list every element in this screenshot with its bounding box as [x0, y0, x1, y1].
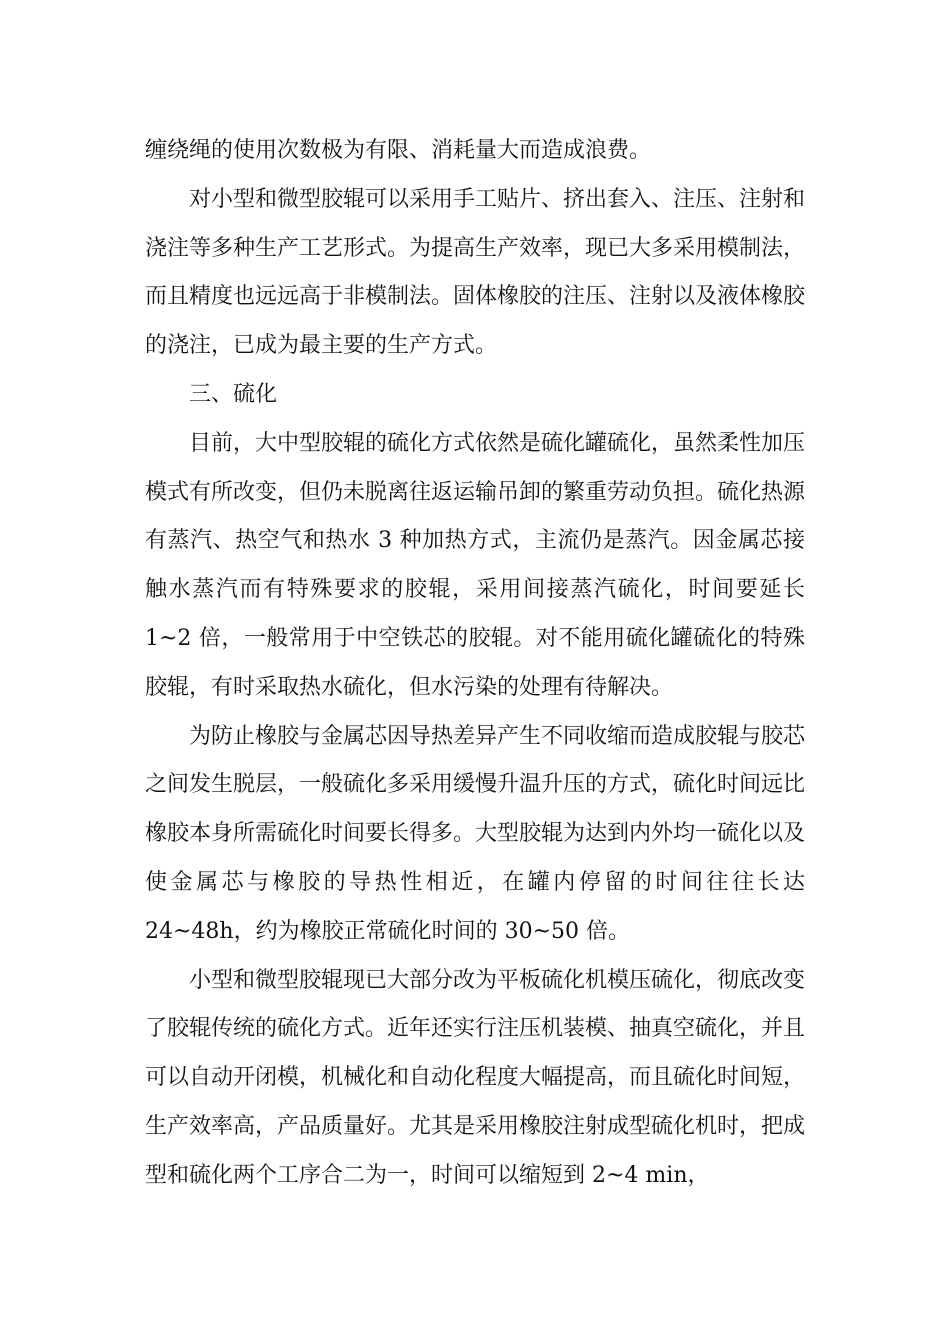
paragraph-5: 小型和微型胶辊现已大部分改为平板硫化机模压硫化，彻底改变了胶辊传统的硫化方式。近年还实行注压机装模、抽真空硫化，并且可以自动开闭模，机械化和自动化程度大幅提高，而且硫化时间短，生产效率高，产品质量好。尤其是采用橡胶注射成型硫化机时，把成型和硫化两个工序合二为一，时间可以缩短到 2~4 min， [145, 967, 806, 1188]
paragraph-3: 目前，大中型胶辊的硫化方式依然是硫化罐硫化，虽然柔性加压模式有所改变，但仍未脱离往返运输吊卸的繁重劳动负担。硫化热源有蒸汽、热空气和热水 3 种加热方式，主流仍是蒸汽。因金属芯接触水蒸汽而有特殊要求的胶辊，采用间接蒸汽硫化，时间要延长 1~2 倍，一般常用于中空铁芯的胶辊。对不能用硫化罐硫化的特殊胶辊，有时采取热水硫化，但水污染的处理有待解决。 [145, 430, 806, 700]
paragraph-2: 对小型和微型胶辊可以采用手工贴片、挤出套入、注压、注射和浇注等多种生产工艺形式。为提高生产效率，现已大多采用模制法，而且精度也远远高于非模制法。固体橡胶的注压、注射以及液体橡胶的浇注，已成为最主要的生产方式。 [145, 186, 806, 359]
document-body [145, 127, 805, 1201]
paragraph-1: 缠绕绳的使用次数极为有限、消耗量大而造成浪费。 [145, 138, 652, 163]
section-heading-vulcanization: 三、硫化 [189, 381, 278, 407]
paragraph-4: 为防止橡胶与金属芯因导热差异产生不同收缩而造成胶辊与胶芯之间发生脱层，一般硫化多采用缓慢升温升压的方式，硫化时间远比橡胶本身所需硫化时间要长得多。大型胶辊为达到内外均一硫化以及使金属芯与橡胶的导热性相近，在罐内停留的时间往往长达 24~48h，约为橡胶正常硫化时间的 30~50 倍。 [145, 723, 806, 944]
